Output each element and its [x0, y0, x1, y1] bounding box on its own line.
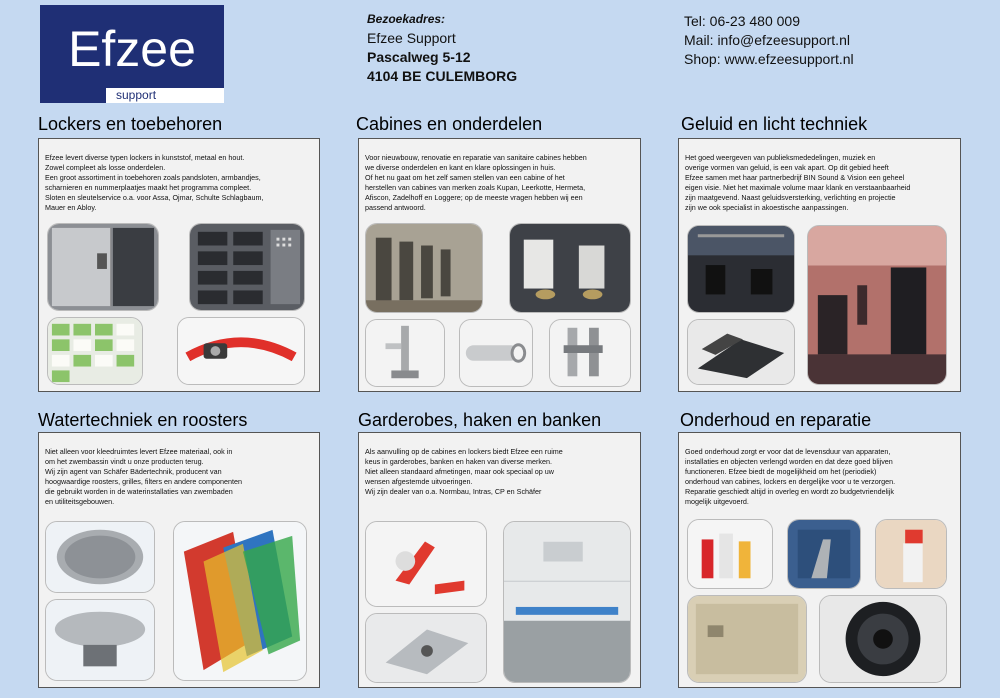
panel-garderobes [358, 432, 641, 688]
address-street: Pascalweg 5-12 [367, 49, 471, 65]
panel-lockers [38, 138, 320, 392]
photo-coat-hook [365, 521, 487, 607]
photo-hinges [549, 319, 631, 387]
contact-tel: Tel: 06-23 480 009 [684, 13, 800, 29]
photo-locker-codelocks [189, 223, 305, 311]
panel-geluid [678, 138, 961, 392]
panel-text-garderobes: Als aanvulling op de cabines en lockers biedt Efzee een ruime keus in garderobes, banken en haken van diverse merken. Niet alleen standaard afmetingen, maar ook speciaal op uw wensen afgestemde uitvoeringen. Wij zijn dealer van o.a. Normbau, Intras, CP en Schäfer [365, 447, 563, 496]
photo-grilles [173, 521, 307, 681]
panel-watertechniek [38, 432, 320, 688]
panel-text-geluid: Het goed weergeven van publieksmededelingen, muziek en overige vormen van geluid, is een vak apart. Op dit gebied heeft Efzee samen met haar partnerbedrijf BIN Sound & Vision een geheel eigen visie. Niet het maximale volume maar klank en verstaanbaarheid zijn maatgevend. Naast geluidsversterking, verlichting en projectie zijn we ook specialist in akoestische aanpassingen. [685, 153, 911, 212]
address-label: Bezoekadres: [367, 12, 446, 26]
panel-text-onderhoud: Goed onderhoud zorgt er voor dat de levensduur van apparaten, installaties en objecten verlengd worden en dat deze goed blijven functioneren. Efzee biedt de mogelijkheid om het (periodiek) onderhoud van cabines, lockers en dergelijke voor u te verzorgen. Reparatie geschiedt altijd in overleg en wordt zo budgetvriendelijk mogelijk uitgevoerd. [685, 447, 896, 506]
photo-changing-room [503, 521, 631, 683]
contact-info [684, 12, 854, 69]
visit-address [367, 10, 517, 86]
photo-jeans-tools [787, 519, 861, 589]
photo-cabines-row [365, 223, 483, 313]
section-title-watertechniek: Watertechniek en roosters [38, 410, 248, 430]
section-title-garderobes: Garderobes, haken en banken [358, 410, 602, 430]
photo-cabine-foot [365, 319, 445, 387]
photo-tube-profile [459, 319, 533, 387]
address-company: Efzee Support [367, 30, 456, 46]
efzee-logo [40, 5, 224, 103]
panel-cabines [358, 138, 641, 392]
photo-urinal-wall [509, 223, 631, 313]
photo-locker-door [47, 223, 159, 311]
contact-shop: Shop: www.efzeesupport.nl [684, 51, 854, 67]
logo-tagline: support [106, 88, 224, 103]
photo-wristband [177, 317, 305, 385]
photo-locker-green [47, 317, 143, 385]
panel-text-lockers: Efzee levert diverse typen lockers in kunststof, metaal en hout. Zowel compleet als losse onderdelen. Een groot assortiment in toebehoren zoals pandsloten, armbandjes, scharnieren en nummerplaatjes maakt het programma compleet. Sloten en sleutelservice o.a. voor Assa, Ojmar, Schulte Schlagbaum, Mauer en Abloy. [45, 153, 264, 212]
panel-onderhoud [678, 432, 961, 688]
photo-speaker [819, 595, 947, 683]
panel-text-cabines: Voor nieuwbouw, renovatie en reparatie van sanitaire cabines hebben we diverse onderdelen en kant en klare oplossingen in huis. Of het nu gaat om het zelf samen stellen van een cabine of het herstellen van cabines van merken zoals Kupan, Leerkotte, Hermeta, Afiscon, Zadelhoff en Loggere; op de meeste vragen hebben wij een passend antwoord. [365, 153, 587, 212]
address-city: 4104 BE CULEMBORG [367, 68, 518, 84]
section-title-geluid: Geluid en licht techniek [681, 114, 868, 134]
photo-round-grille [45, 599, 155, 681]
photo-drain-grate [45, 521, 155, 593]
logo-name: Efzee [68, 21, 196, 77]
photo-live-stage [807, 225, 947, 385]
photo-stage-rig [687, 225, 795, 313]
section-title-cabines: Cabines en onderdelen [356, 114, 543, 134]
photo-acoustic-panel [687, 319, 795, 385]
section-title-onderhoud: Onderhoud en reparatie [680, 410, 872, 430]
photo-spray-bottle [875, 519, 947, 589]
photo-spray-cans [687, 519, 773, 589]
photo-mounting-plate [365, 613, 487, 683]
photo-old-cabinet [687, 595, 807, 683]
contact-mail: Mail: info@efzeesupport.nl [684, 32, 850, 48]
section-title-lockers: Lockers en toebehoren [38, 114, 223, 134]
panel-text-watertechniek: Niet alleen voor kleedruimtes levert Efzee materiaal, ook in om het zwembassin vindt u onze producten terug. Wij zijn agent van Schäfer Bädertechnik, producent van hoogwaardige roosters, grilles, filters en andere componenten die gebruikt worden in de waterinstallaties van zwembaden en utiliteitsgebouwen. [45, 447, 242, 506]
